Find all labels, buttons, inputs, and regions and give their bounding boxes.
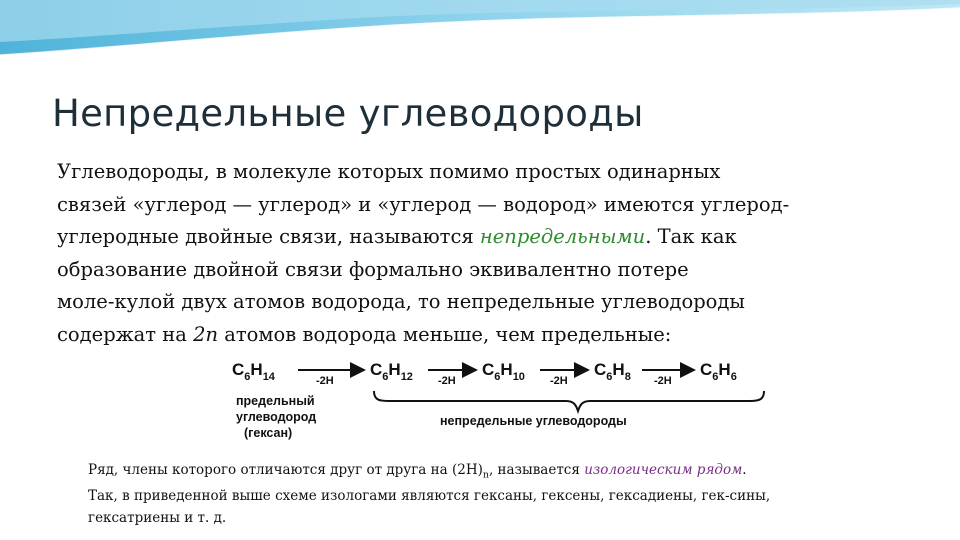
paragraph-text: содержат на — [57, 322, 194, 346]
header-wave-decoration — [0, 0, 960, 60]
compound-hexatriene — [594, 360, 631, 383]
svg-text:углеводород: углеводород — [236, 410, 317, 424]
reaction-scheme — [222, 353, 770, 453]
svg-text:C6H14: $C_6H_{14}$ — [232, 360, 275, 383]
svg-text:C6H8: $C_6H_8$ — [594, 360, 631, 383]
note-text: . — [742, 462, 747, 478]
slide-title: Непредельные углеводороды — [52, 92, 644, 135]
note-line — [88, 460, 928, 486]
svg-text:C6H12: $C_6H_{12}$ — [370, 360, 413, 383]
svg-text:-2H: -2H — [316, 375, 334, 387]
term-unsaturated: непредельными — [479, 225, 646, 249]
paragraph-line: моле-кулой двух атомов водорода, то непредельные углеводороды — [57, 290, 745, 314]
note-text: , называется — [488, 462, 585, 478]
compound-hexene — [370, 360, 413, 383]
paragraph-text: . Так как — [645, 225, 737, 249]
arrow-minus-2h — [428, 370, 476, 387]
unsaturated-brace — [374, 391, 764, 411]
term-isological-series: изологическим рядом — [584, 462, 743, 478]
svg-text:-2H: -2H — [654, 375, 672, 387]
paragraph-line: образование двойной связи формально эквивалентно потере — [57, 257, 689, 281]
paragraph-text: атомов водорода меньше, чем предельные: — [218, 322, 672, 346]
saturated-hydrocarbon-label — [236, 394, 316, 440]
unsaturated-hydrocarbons-label: непредельные углеводороды — [440, 414, 627, 428]
paragraph-line — [57, 319, 917, 352]
formula-2n: 2n — [193, 322, 219, 346]
note-line: Так, в приведенной выше схеме изологами являются гексаны, гексены, гексадиены, гек-сины, — [88, 488, 771, 505]
compound-hexane — [232, 360, 276, 383]
paragraph-line: Углеводороды, в молекуле которых помимо простых одинарных — [57, 160, 721, 183]
note-line: гексатриены и т. д. — [88, 509, 227, 526]
svg-text:-2H: -2H — [438, 375, 456, 387]
subscript-n: n — [482, 469, 489, 481]
paragraph-line — [57, 221, 917, 254]
compound-hexadiene — [482, 360, 525, 383]
paragraph-line: связей «углерод — углерод» и «углерод — водород» имеются углерод- — [57, 192, 790, 216]
compound-benzene — [700, 360, 737, 383]
note-text: Ряд, члены которого отличаются друг от друга на (2H) — [88, 462, 483, 478]
arrow-minus-2h — [298, 370, 364, 387]
svg-text:-2H: -2H — [550, 375, 568, 387]
svg-text:(гексан): (гексан) — [244, 426, 293, 440]
arrow-minus-2h — [540, 370, 588, 387]
svg-text:C6H10: $C_6H_{10}$ — [482, 360, 525, 383]
isologous-series-note — [88, 460, 928, 529]
definition-paragraph — [57, 156, 917, 352]
svg-text:предельный: предельный — [236, 394, 315, 408]
arrow-minus-2h — [642, 370, 694, 387]
paragraph-text: углеродные двойные связи, называются — [57, 225, 480, 249]
svg-text:C6H6: $C_6H_6$ — [700, 360, 737, 383]
